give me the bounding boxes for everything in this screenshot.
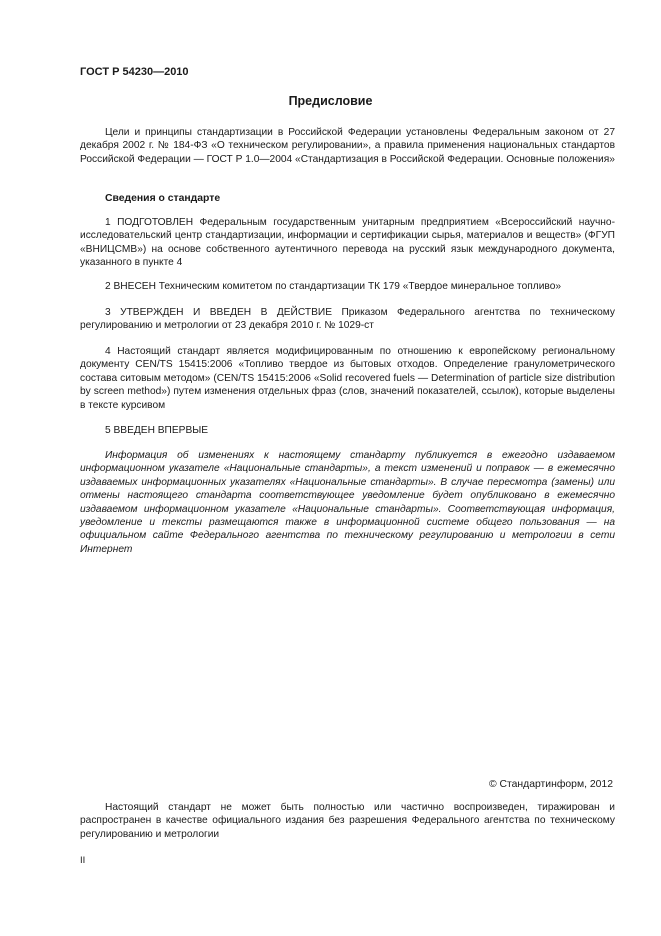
notice-paragraph: Информация об изменениях к настоящему стандарту публикуется в ежегодно издаваемом информационном указателе «Национальные стандарты», а текст изменений и поправок — в ежемесячно издаваемых информационных указателях «Национальные стандарты». В случае пересмотра (замены) или отмены настоящего стандарта соответствующее уведомление будет опубликовано в ежемесячно издаваемом информационном указателе «Национальные стандарты». Соответствующая информация, уведомление и тексты размещаются также в информационной системе общего пользования — на официальном сайте Федерального агентства по техническому регулированию и метрологии в сети Интернет bbox=[80, 450, 615, 555]
document-header: ГОСТ Р 54230—2010 bbox=[80, 66, 189, 78]
section-subheading: Сведения о стандарте bbox=[105, 193, 221, 204]
item-2-paragraph: 2 ВНЕСЕН Техническим комитетом по стандартизации ТК 179 «Твердое минеральное топливо» bbox=[105, 281, 562, 292]
footer-notice-paragraph: Настоящий стандарт не может быть полностью или частично воспроизведен, тиражирован и распространен в качестве официального издания без разрешения Федерального агентства по техническому регулированию и метрологии bbox=[80, 802, 615, 840]
item-5-paragraph: 5 ВВЕДЕН ВПЕРВЫЕ bbox=[105, 425, 209, 436]
item-1-paragraph: 1 ПОДГОТОВЛЕН Федеральным государственным унитарным предприятием «Всероссийский научно-исследовательский центр стандартизации, информации и сертификации сырья, материалов и веществ» (ФГУП «ВНИЦСМВ») на основе собственного аутентичного перевода на русский язык международного документа, указанного в пункте 4 bbox=[80, 217, 615, 269]
page-number: II bbox=[80, 855, 86, 866]
item-4-paragraph: 4 Настоящий стандарт является модифицированным по отношению к европейскому региональному документу CEN/TS 15415:2006 «Топливо твердое из бытовых отходов. Определение гранулометрического состава ситовым методом» (CEN/TS 15415:2006 «Solid recovered fuels — Determination of particle size distribution by screen method») путем изменения отдельных фраз (слов, значений показателей, ссылок), которые выделены в тексте курсивом bbox=[80, 346, 615, 411]
intro-paragraph: Цели и принципы стандартизации в Российской Федерации установлены Федеральным законом от 27 декабря 2002 г. № 184-ФЗ «О техническом регулировании», а правила применения национальных стандартов Российской Федерации — ГОСТ Р 1.0—2004 «Стандартизация в Российской Федерации. Основные положения» bbox=[80, 127, 615, 165]
page-title: Предисловие bbox=[288, 94, 373, 108]
item-3-paragraph: 3 УТВЕРЖДЕН И ВВЕДЕН В ДЕЙСТВИЕ Приказом Федерального агентства по техническому регулированию и метрологии от 23 декабря 2010 г. № 1029-ст bbox=[80, 307, 615, 332]
copyright-line: © Стандартинформ, 2012 bbox=[488, 779, 613, 790]
